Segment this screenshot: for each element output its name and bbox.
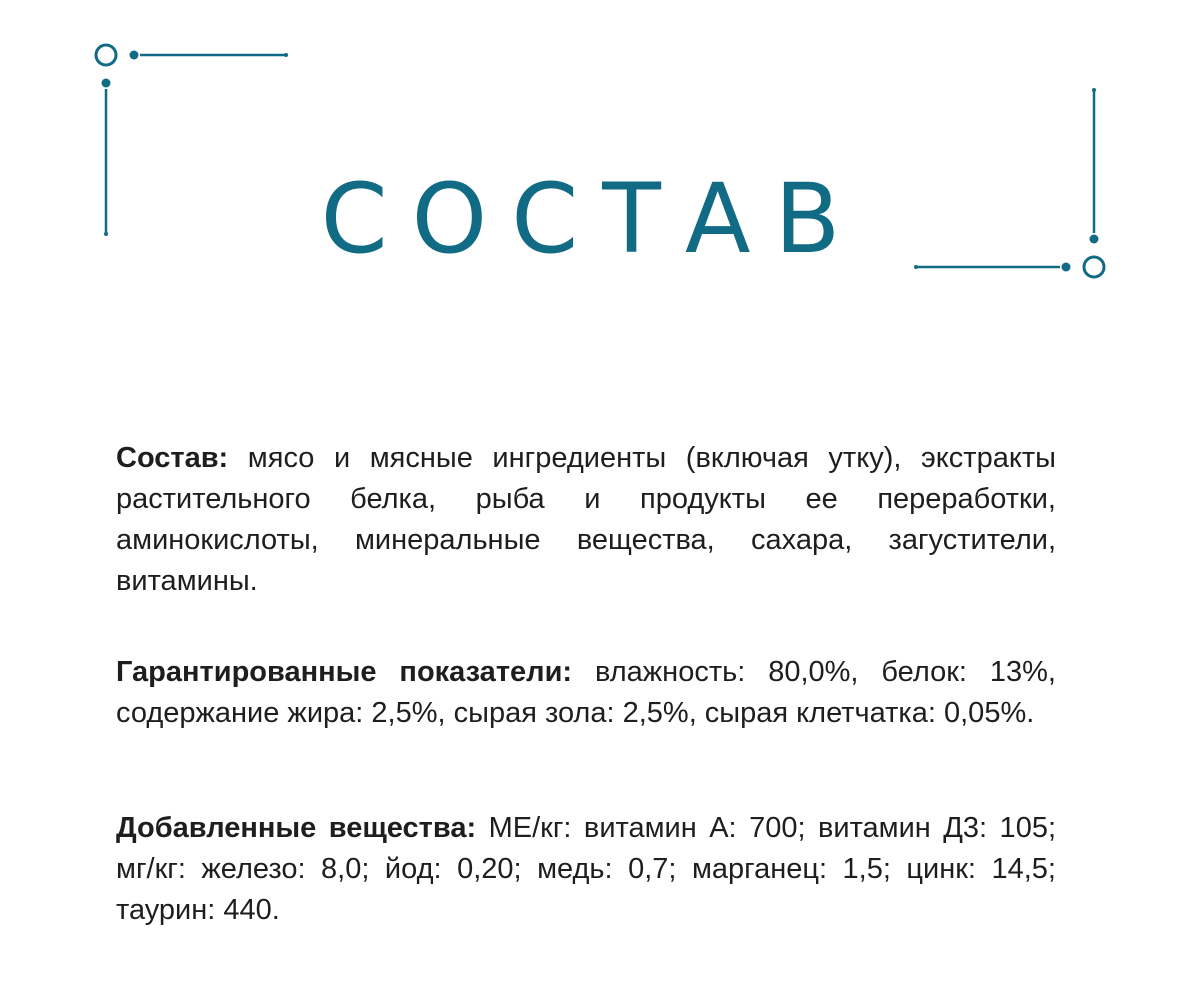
- dot-icon: [284, 53, 288, 57]
- ring-icon: [96, 45, 116, 65]
- guaranteed-analysis-paragraph: [116, 652, 1056, 734]
- composition-paragraph: [116, 438, 1056, 602]
- composition-text: мясо и мясные ингредиенты (включая утку), экстракты растительного белка, рыба и продукты ее переработки, аминокислоты, минеральные вещества, сахара, загустители, витамины.: [116, 442, 1056, 597]
- dot-icon: [102, 79, 111, 88]
- dot-icon: [130, 51, 139, 60]
- additives-text: МЕ/кг: витамин А: 700; витамин Д3: 105; мг/кг: железо: 8,0; йод: 0,20; медь: 0,7; марганец: 1,5; цинк: 14,5; таурин: 440.: [116, 812, 1057, 926]
- additives-paragraph: [116, 808, 1056, 931]
- additives-label: Добавленные вещества:: [116, 812, 477, 844]
- page-title: СОСТАВ: [320, 163, 865, 276]
- composition-label: Состав:: [116, 442, 229, 474]
- guaranteed-analysis-label: Гарантированные показатели:: [116, 656, 573, 688]
- guaranteed-analysis-text: влажность: 80,0%, белок: 13%, содержание жира: 2,5%, сырая зола: 2,5%, сырая клетчатка: 0,05%.: [116, 656, 1056, 729]
